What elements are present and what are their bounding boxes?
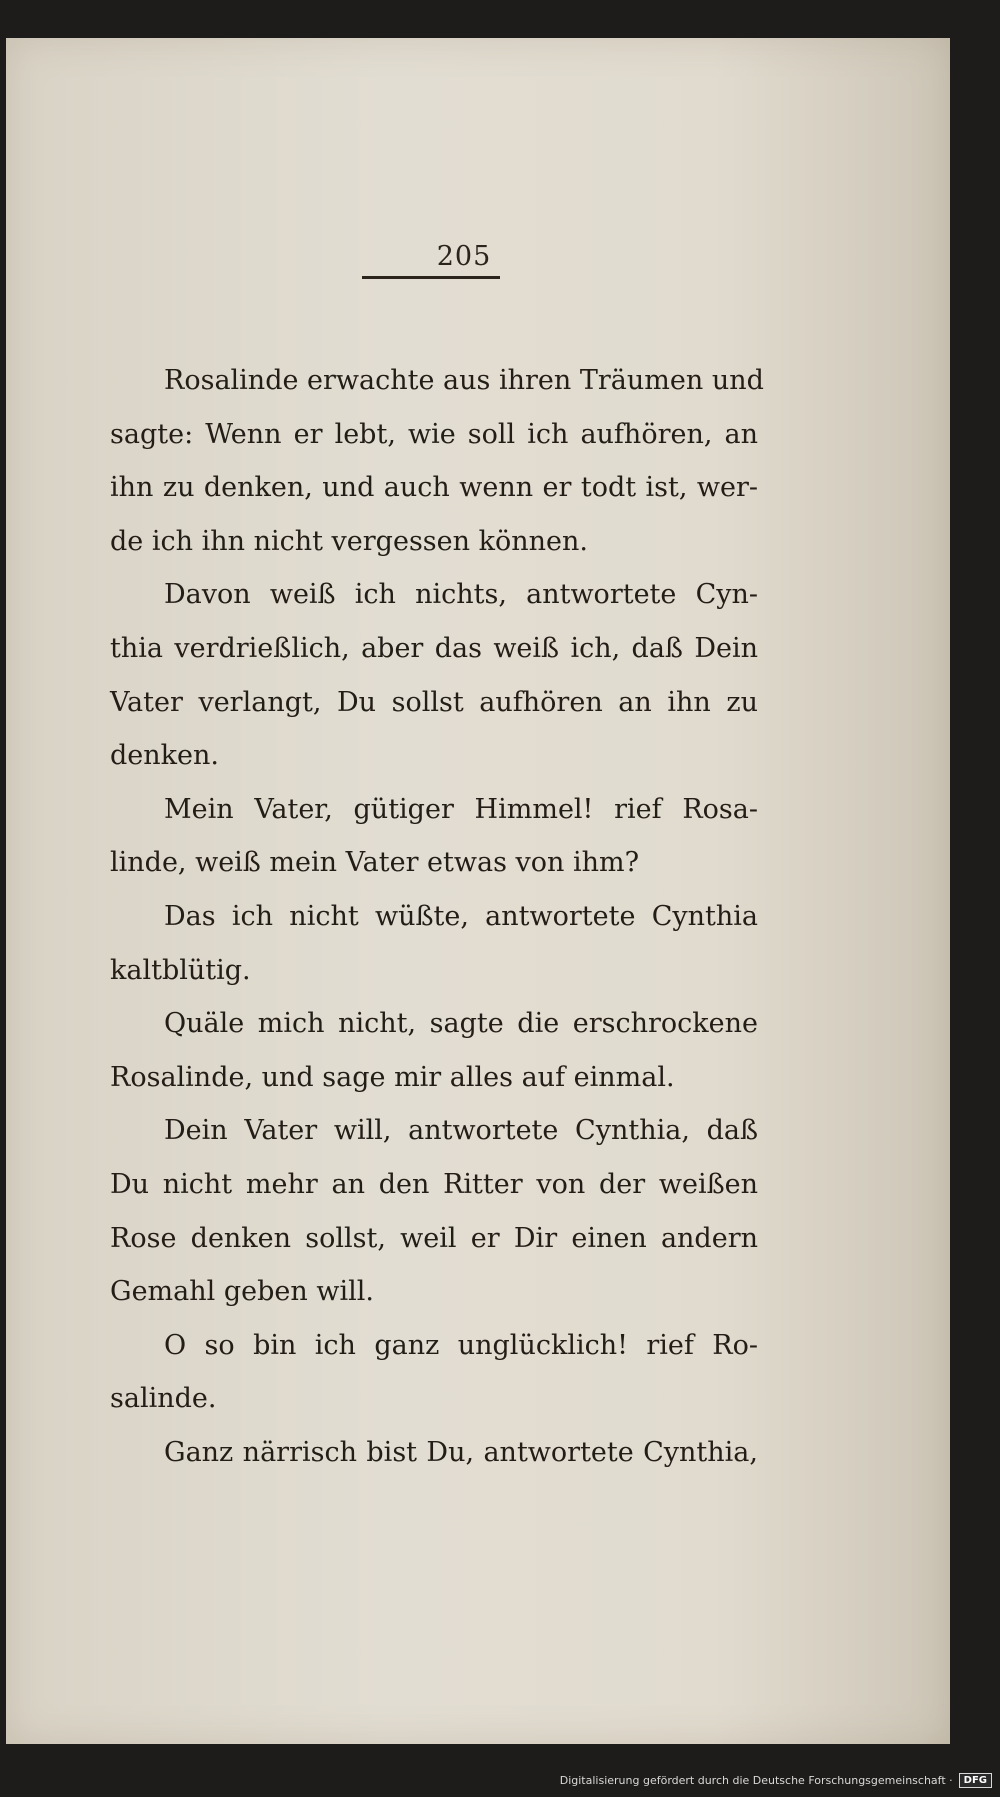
text-line: Rosalinde erwachte aus ihren Träumen und xyxy=(164,365,764,396)
text-line: Vater verlangt, Du sollst aufhören an ihn zu xyxy=(110,686,758,718)
text-line: salinde. xyxy=(110,1383,217,1415)
text-line: O so bin ich ganz unglücklich! rief Ro- xyxy=(164,1329,758,1361)
text-line: sagte: Wenn er lebt, wie soll ich aufhören, an xyxy=(110,418,758,450)
text-line: Das ich nicht wüßte, antwortete Cynthia xyxy=(164,900,758,932)
text-line: Dein Vater will, antwortete Cynthia, daß xyxy=(164,1115,758,1147)
dfg-logo: DFG xyxy=(959,1773,992,1788)
page-number: 205 xyxy=(436,241,492,272)
text-line: denken. xyxy=(110,740,219,772)
page-number-rule xyxy=(362,276,500,279)
text-line: Du nicht mehr an den Ritter von der weißen xyxy=(110,1168,758,1200)
text-line: ihn zu denken, und auch wenn er todt ist, wer- xyxy=(110,472,758,504)
book-page xyxy=(6,38,950,1744)
text-line: de ich ihn nicht vergessen können. xyxy=(110,525,588,557)
page-text xyxy=(110,354,764,1479)
text-line: Ganz närrisch bist Du, antwortete Cynthia, xyxy=(164,1436,758,1468)
text-line: Davon weiß ich nichts, antwortete Cyn- xyxy=(164,579,758,611)
digitization-credit xyxy=(560,1769,992,1791)
text-line: Rosalinde, und sage mir alles auf einmal. xyxy=(110,1061,675,1093)
text-line: Quäle mich nicht, sagte die erschrockene xyxy=(164,1008,758,1040)
text-line: Gemahl geben will. xyxy=(110,1276,374,1308)
text-line: kaltblütig. xyxy=(110,954,251,986)
text-line: linde, weiß mein Vater etwas von ihm? xyxy=(110,847,640,879)
text-line: Mein Vater, gütiger Himmel! rief Rosa- xyxy=(164,793,758,825)
text-line: Rose denken sollst, weil er Dir einen andern xyxy=(110,1222,758,1254)
credit-text: Digitalisierung gefördert durch die Deutsche Forschungsgemeinschaft · xyxy=(559,1773,953,1787)
text-line: thia verdrießlich, aber das weiß ich, daß Dein xyxy=(110,632,758,664)
